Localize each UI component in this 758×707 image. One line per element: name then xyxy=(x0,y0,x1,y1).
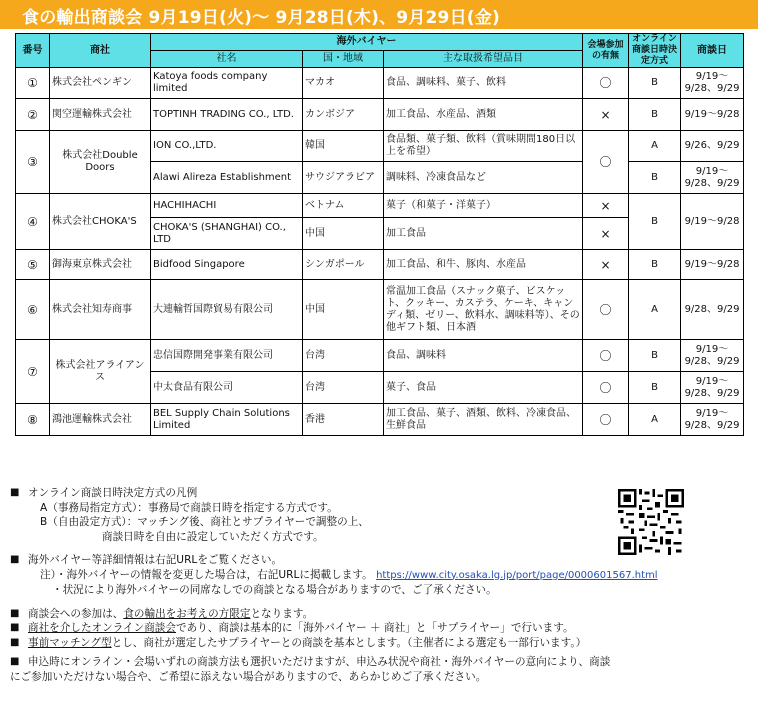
country-cell: 台湾 xyxy=(303,372,384,404)
dates-cell: 9/19～9/28、9/29 xyxy=(681,162,744,194)
note-emphasis: 商社を介したオンライン商談会 xyxy=(28,622,176,634)
dates-cell: 9/19～9/28、9/29 xyxy=(681,404,744,436)
dates-cell: 9/19～9/28 xyxy=(681,99,744,131)
table-row xyxy=(16,194,744,218)
note-text: とし、商社が選定したサプライヤーとの商談を基本とします。（主催者による選定も一部行います。） xyxy=(111,636,587,649)
country-cell: 香港 xyxy=(303,404,384,436)
country-cell: ベトナム xyxy=(303,194,384,218)
buyer-cell: 忠信国際開発事業有限公司 xyxy=(151,340,303,372)
note-text-cont: にご参加いただけない場合や、ご希望に添えない場合がありますので、あらかじめご了承ください。 xyxy=(10,670,487,683)
buyer-cell: TOPTINH TRADING CO., LTD. xyxy=(151,99,303,131)
row-number: ① xyxy=(16,68,50,99)
dates-cell: 9/19～9/28、9/29 xyxy=(681,372,744,404)
note-title: 海外バイヤー等詳細情報は右記URLをご覧ください。 xyxy=(28,554,283,566)
table-row xyxy=(16,340,744,372)
table-row xyxy=(16,68,744,99)
buyer-cell: Katoya foods company limited xyxy=(151,68,303,99)
header-no: 番号 xyxy=(16,34,50,68)
note-eligibility xyxy=(10,607,750,622)
dates-cell: 9/19～9/28 xyxy=(681,250,744,280)
note-online-legend xyxy=(10,486,750,501)
products-cell: 加工食品、和牛、豚肉、水産品 xyxy=(384,250,583,280)
buyer-cell: Bidfood Singapore xyxy=(151,250,303,280)
company-cell: 株式会社ペンギン xyxy=(50,68,151,99)
header-country: 国・地域 xyxy=(303,51,384,68)
header-buyer-group: 海外バイヤー xyxy=(151,34,583,51)
buyer-cell: ION CO.,LTD. xyxy=(151,131,303,162)
products-cell: 加工食品、水産品、酒類 xyxy=(384,99,583,131)
products-cell: 常温加工食品（スナック菓子、ビスケット、クッキー、カステラ、ケーキ、キャンディ類、ゼリー、飲料水、調味料等）、その他ギフト類、日本酒 xyxy=(384,280,583,340)
method-cell: B xyxy=(629,340,681,372)
page-title: 食の輸出商談会 9月19日(火)～ 9月28日(木)、9月29日(金) xyxy=(22,8,500,28)
title-banner xyxy=(0,0,758,29)
products-cell: 加工食品、菓子、酒類、飲料、冷凍食品、生鮮食品 xyxy=(384,404,583,436)
company-cell: 株式会社CHOKA'S xyxy=(50,194,151,250)
header-buyer-name: 社名 xyxy=(151,51,303,68)
country-cell: 中国 xyxy=(303,218,384,250)
country-cell: 中国 xyxy=(303,280,384,340)
bullet-icon: ■ xyxy=(10,487,20,498)
table-row xyxy=(16,280,744,340)
table-row xyxy=(16,131,744,162)
note-emphasis: 事前マッチング型 xyxy=(28,636,112,649)
notes-section xyxy=(10,486,750,684)
row-number: ② xyxy=(16,99,50,131)
company-cell: 関空運輸株式会社 xyxy=(50,99,151,131)
venue-cell: × xyxy=(583,250,629,280)
row-number: ⑦ xyxy=(16,340,50,404)
products-cell: 食品、調味料、菓子、飲料 xyxy=(384,68,583,99)
info-url-link[interactable]: https://www.city.osaka.lg.jp/port/page/0000601567.html xyxy=(376,569,658,581)
buyer-cell: 中太食品有限公司 xyxy=(151,372,303,404)
method-cell: B xyxy=(629,194,681,250)
dates-cell: 9/19～9/28、9/29 xyxy=(681,340,744,372)
header-venue: 会場参加の有無 xyxy=(583,34,629,68)
caution-line-2: ・状況により海外バイヤーの同席なしでの商談となる場合がありますので、ご了承ください。 xyxy=(52,584,497,596)
venue-cell: 〇 xyxy=(583,404,629,436)
buyer-cell: CHOKA'S (SHANGHAI) CO., LTD xyxy=(151,218,303,250)
products-cell: 菓子（和菓子・洋菓子） xyxy=(384,194,583,218)
method-cell: B xyxy=(629,250,681,280)
bullet-icon: ■ xyxy=(10,636,20,648)
venue-cell: 〇 xyxy=(583,340,629,372)
method-cell: B xyxy=(629,99,681,131)
venue-cell: × xyxy=(583,218,629,250)
dates-cell: 9/28、9/29 xyxy=(681,280,744,340)
header-dates: 商談日 xyxy=(681,34,744,68)
note-text: であり、商談は基本的に「海外バイヤー ＋ 商社」と「サプライヤー」で行います。 xyxy=(176,622,574,634)
table-row xyxy=(16,250,744,280)
company-cell: 株式会社知寿商事 xyxy=(50,280,151,340)
bullet-icon: ■ xyxy=(10,607,20,619)
bullet-icon: ■ xyxy=(10,554,20,565)
buyer-table xyxy=(15,33,744,436)
header-online-method: オンライン商談日時決定方式 xyxy=(629,34,681,68)
bullet-icon: ■ xyxy=(10,622,20,633)
legend-b: B（自由設定方式）：マッチング後、商社とサプライヤーで調整の上、 xyxy=(40,516,369,528)
legend-a: A（事務局指定方式）：事務局で商談日時を指定する方式です。 xyxy=(40,501,338,514)
products-cell: 食品類、菓子類、飲料（賞味期間180日以上を希望） xyxy=(384,131,583,162)
country-cell: 韓国 xyxy=(303,131,384,162)
note-buyer-info xyxy=(10,553,750,568)
venue-cell: 〇 xyxy=(583,280,629,340)
products-cell: 加工食品 xyxy=(384,218,583,250)
row-number: ③ xyxy=(16,131,50,194)
note-text: 商談会への参加は、 xyxy=(28,607,124,620)
company-cell: 株式会社Double Doors xyxy=(50,131,151,194)
note-text: となります。 xyxy=(250,607,314,620)
dates-cell: 9/26、9/29 xyxy=(681,131,744,162)
table-row xyxy=(16,404,744,436)
method-cell: A xyxy=(629,131,681,162)
dates-cell: 9/19～9/28、9/29 xyxy=(681,68,744,99)
products-cell: 食品、調味料 xyxy=(384,340,583,372)
row-number: ④ xyxy=(16,194,50,250)
country-cell: 台湾 xyxy=(303,340,384,372)
method-cell: B xyxy=(629,372,681,404)
note-text: 申込時にオンライン・会場いずれの商談方法も選択いただけますが、申込み状況や商社・海外バイヤーの意向により、商談 xyxy=(28,656,611,668)
venue-cell: 〇 xyxy=(583,372,629,404)
country-cell: マカオ xyxy=(303,68,384,99)
bullet-icon: ■ xyxy=(10,656,20,667)
products-cell: 調味料、冷凍食品など xyxy=(384,162,583,194)
buyer-cell: 大連輸哲国際貿易有限公司 xyxy=(151,280,303,340)
country-cell: シンガポール xyxy=(303,250,384,280)
header-company: 商社 xyxy=(50,34,151,68)
caution-line-1 xyxy=(10,568,750,584)
dates-cell: 9/19～9/28 xyxy=(681,194,744,250)
products-cell: 菓子、食品 xyxy=(384,372,583,404)
note-emphasis: 食の輸出をお考えの方限定 xyxy=(123,607,251,620)
venue-cell: × xyxy=(583,194,629,218)
method-cell: A xyxy=(629,404,681,436)
method-cell: B xyxy=(629,162,681,194)
note-format xyxy=(10,621,750,636)
venue-cell: 〇 xyxy=(583,131,629,194)
row-number: ⑥ xyxy=(16,280,50,340)
venue-cell: 〇 xyxy=(583,68,629,99)
row-number: ⑧ xyxy=(16,404,50,436)
buyer-cell: HACHIHACHI xyxy=(151,194,303,218)
caution-text: 注）・海外バイヤーの情報を変更した場合は，右記URLに掲載します。 xyxy=(40,568,373,581)
table-row xyxy=(16,99,744,131)
row-number: ⑤ xyxy=(16,250,50,280)
venue-cell: × xyxy=(583,99,629,131)
company-cell: 御海東京株式会社 xyxy=(50,250,151,280)
note-matching xyxy=(10,636,750,651)
legend-b-cont: 商談日時を自由に設定していただく方式です。 xyxy=(102,530,324,543)
note-title: オンライン商談日時決定方式の凡例 xyxy=(28,487,198,499)
company-cell: 株式会社アライアンス xyxy=(50,340,151,404)
country-cell: カンボジア xyxy=(303,99,384,131)
header-products: 主な取扱希望品目 xyxy=(384,51,583,68)
country-cell: サウジアラビア xyxy=(303,162,384,194)
method-cell: B xyxy=(629,68,681,99)
buyer-cell: Alawi Alireza Establishment xyxy=(151,162,303,194)
note-disclaimer xyxy=(10,655,750,670)
company-cell: 鴻池運輸株式会社 xyxy=(50,404,151,436)
buyer-cell: BEL Supply Chain Solutions Limited xyxy=(151,404,303,436)
method-cell: A xyxy=(629,280,681,340)
